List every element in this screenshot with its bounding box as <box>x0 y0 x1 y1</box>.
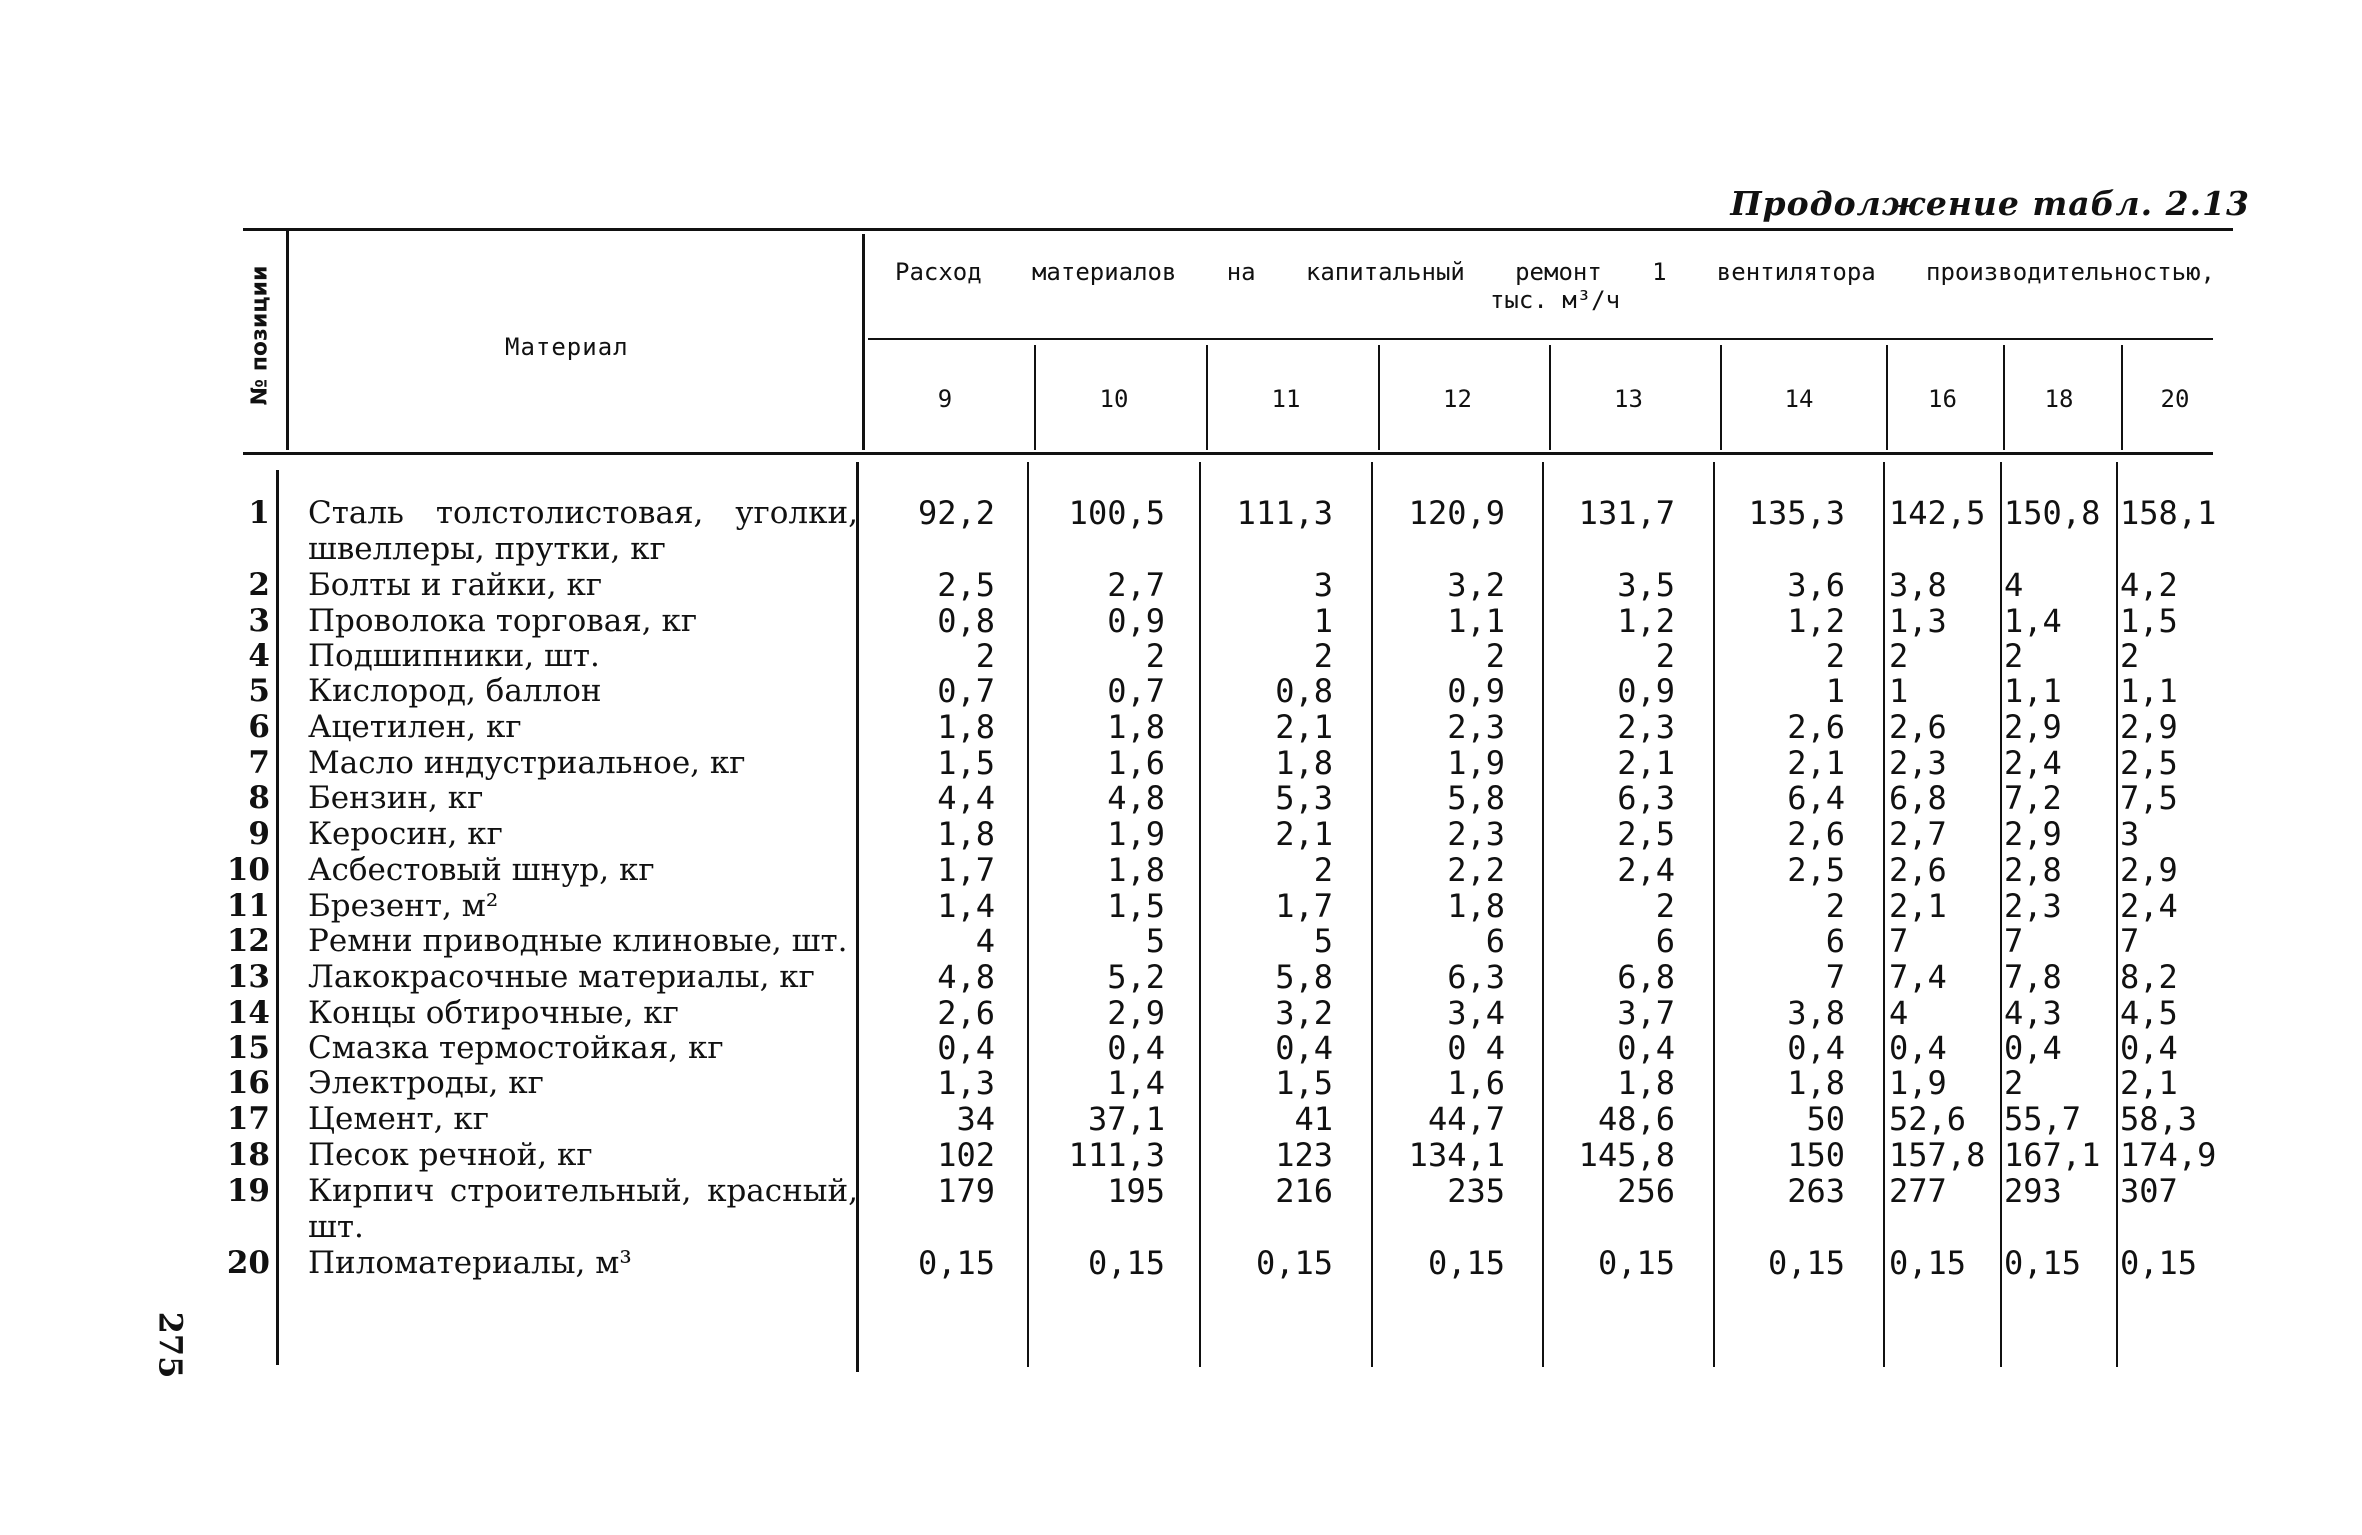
table-cell-value: 41 <box>1294 1100 1333 1138</box>
table-cell-value: 4 <box>975 922 995 960</box>
table-cell-value: 55,7 <box>2004 1100 2082 1138</box>
table-cell-value: 2,7 <box>1889 815 1947 853</box>
row-position-number: 12 <box>226 923 270 959</box>
table-cell-value: 6,8 <box>1889 779 1947 817</box>
row-material-name: Брезент, м² <box>308 888 499 924</box>
table-cell-value: 2 <box>1313 851 1333 889</box>
row-position-number: 14 <box>226 995 270 1031</box>
table-cell-value: 2,3 <box>1889 744 1947 782</box>
row-material-name: Кирпич строительный, красный, шт. <box>308 1173 858 1245</box>
table-cell-value: 2 <box>1655 887 1675 925</box>
row-position-number: 11 <box>226 888 270 924</box>
table-cell-value: 1,4 <box>1107 1064 1165 1102</box>
table-cell-value: 2,4 <box>2004 744 2062 782</box>
table-cell-value: 0,4 <box>2004 1029 2062 1067</box>
table-cell-value: 2,3 <box>1617 708 1675 746</box>
row-material-name: Бензин, кг <box>308 780 484 816</box>
table-cell-value: 0,9 <box>1447 672 1505 710</box>
table-cell-value: 0,15 <box>1427 1244 1505 1282</box>
row-material-name: Смазка термостойкая, кг <box>308 1030 724 1066</box>
row-position-number: 6 <box>248 709 270 745</box>
table-cell-value: 4 <box>1889 994 1909 1032</box>
page-number-text: 275 <box>151 1311 190 1379</box>
table-cell-value: 5,3 <box>1275 779 1333 817</box>
table-cell-value: 7,5 <box>2120 779 2178 817</box>
table-cell-value: 2 <box>1313 637 1333 675</box>
table-cell-value: 1,1 <box>2120 672 2178 710</box>
table-cell-value: 6 <box>1655 922 1675 960</box>
table-cell-value: 2,5 <box>2120 744 2178 782</box>
table-cell-value: 1,9 <box>1107 815 1165 853</box>
table-cell-value: 0,8 <box>1275 672 1333 710</box>
table-cell-value: 7 <box>2120 922 2140 960</box>
table-cell-value: 2 <box>2004 1064 2024 1102</box>
table-cell-value: 167,1 <box>2004 1136 2101 1174</box>
table-cell-value: 0,15 <box>1087 1244 1165 1282</box>
table-cell-value: 0,15 <box>1889 1244 1967 1282</box>
table-cell-value: 5 <box>1313 922 1333 960</box>
table-cell-value: 34 <box>956 1100 995 1138</box>
group-header-line2: тыс. м³/ч <box>1489 286 1621 314</box>
table-cell-value: 1,8 <box>937 815 995 853</box>
table-cell-value: 5,2 <box>1107 958 1165 996</box>
table-cell-value: 2,1 <box>1275 708 1333 746</box>
table-cell-value: 2,1 <box>2120 1064 2178 1102</box>
table-cell-value: 2,4 <box>1617 851 1675 889</box>
column-header-capacity: 11 <box>1271 385 1301 413</box>
table-cell-value: 3,7 <box>1617 994 1675 1032</box>
table-cell-value: 2 <box>975 637 995 675</box>
table-cell-value: 2,3 <box>1447 708 1505 746</box>
col-divider-body <box>2000 462 2002 1367</box>
row-position-number: 18 <box>226 1137 270 1173</box>
table-cell-value: 2,9 <box>2120 851 2178 889</box>
table-cell-value: 0,9 <box>1107 602 1165 640</box>
table-cell-value: 1,8 <box>937 708 995 746</box>
table-cell-value: 2,5 <box>1787 851 1845 889</box>
table-cell-value: 3,2 <box>1447 566 1505 604</box>
row-material-name: Подшипники, шт. <box>308 638 600 674</box>
table-cell-value: 2,1 <box>1617 744 1675 782</box>
table-cell-value: 0,7 <box>937 672 995 710</box>
table-cell-value: 37,1 <box>1087 1100 1165 1138</box>
table-cell-value: 2,3 <box>2004 887 2062 925</box>
table-cell-value: 2,1 <box>1275 815 1333 853</box>
table-cell-value: 1,7 <box>1275 887 1333 925</box>
row-position-number: 9 <box>248 816 270 852</box>
table-cell-value: 2 <box>1825 887 1845 925</box>
position-header-label: № позиции <box>247 265 273 405</box>
table-cell-value: 8,2 <box>2120 958 2178 996</box>
table-cell-value: 157,8 <box>1889 1136 1986 1174</box>
table-cell-value: 1,1 <box>1447 602 1505 640</box>
table-cell-value: 2,6 <box>937 994 995 1032</box>
table-cell-value: 1,6 <box>1447 1064 1505 1102</box>
row-position-number: 15 <box>226 1030 270 1066</box>
table-cell-value: 134,1 <box>1408 1136 1505 1174</box>
col-divider-body <box>1883 462 1885 1367</box>
table-cell-value: 1 <box>1889 672 1909 710</box>
table-cell-value: 2,4 <box>2120 887 2178 925</box>
table-cell-value: 102 <box>937 1136 995 1174</box>
column-header-capacity: 12 <box>1443 385 1472 413</box>
table-cell-value: 50 <box>1806 1100 1845 1138</box>
table-cell-value: 2,6 <box>1787 708 1845 746</box>
row-position-number: 17 <box>226 1101 270 1137</box>
header-divider-material <box>862 234 865 450</box>
table-cell-value: 2,9 <box>2004 815 2062 853</box>
table-cell-value: 0,9 <box>1617 672 1675 710</box>
table-cell-value: 1,9 <box>1889 1064 1947 1102</box>
column-header-capacity: 14 <box>1784 385 1814 413</box>
table-cell-value: 1,4 <box>2004 602 2062 640</box>
table-cell-value: 0,15 <box>1767 1244 1845 1282</box>
col-divider-body <box>1199 462 1201 1367</box>
table-cell-value: 0,15 <box>917 1244 995 1282</box>
table-cell-value: 2,5 <box>937 566 995 604</box>
position-header <box>225 230 295 440</box>
table-cell-value: 179 <box>937 1172 995 1210</box>
table-cell-value: 2 <box>2120 637 2140 675</box>
row-material-name: Проволока торговая, кг <box>308 603 698 639</box>
table-cell-value: 3,8 <box>1889 566 1947 604</box>
table-cell-value: 111,3 <box>1236 494 1333 532</box>
table-cell-value: 0,15 <box>1255 1244 1333 1282</box>
table-cell-value: 58,3 <box>2120 1100 2198 1138</box>
table-cell-value: 52,6 <box>1889 1100 1967 1138</box>
table-cell-value: 2 <box>1889 637 1909 675</box>
col-divider-body <box>1542 462 1544 1367</box>
row-position-number: 13 <box>226 959 270 995</box>
table-cell-value: 1,6 <box>1107 744 1165 782</box>
row-position-number: 20 <box>226 1245 270 1281</box>
table-cell-value: 2,9 <box>2120 708 2178 746</box>
table-cell-value: 2 <box>1655 637 1675 675</box>
table-cell-value: 2 <box>1485 637 1505 675</box>
table-cell-value: 1,4 <box>937 887 995 925</box>
col-divider-body <box>1713 462 1715 1367</box>
row-position-number: 5 <box>248 673 270 709</box>
table-cell-value: 1 <box>1313 602 1333 640</box>
table-cell-value: 1,9 <box>1447 744 1505 782</box>
column-header-capacity: 9 <box>937 385 953 413</box>
table-cell-value: 92,2 <box>917 494 995 532</box>
table-cell-value: 100,5 <box>1068 494 1165 532</box>
table-cell-value: 6,8 <box>1617 958 1675 996</box>
row-material-name: Пиломатериалы, м³ <box>308 1245 632 1281</box>
table-top-rule <box>243 228 2233 231</box>
row-position-number: 1 <box>248 495 270 531</box>
table-cell-value: 2,6 <box>1889 708 1947 746</box>
table-cell-value: 2 <box>1825 637 1845 675</box>
table-cell-value: 158,1 <box>2120 494 2217 532</box>
table-cell-value: 3,5 <box>1617 566 1675 604</box>
table-cell-value: 216 <box>1275 1172 1333 1210</box>
table-cell-value: 307 <box>2120 1172 2178 1210</box>
table-cell-value: 0,4 <box>1275 1029 1333 1067</box>
table-cell-value: 2,6 <box>1889 851 1947 889</box>
table-cell-value: 0,15 <box>2004 1244 2082 1282</box>
body-divider-position <box>276 470 279 1365</box>
table-cell-value: 7,4 <box>1889 958 1947 996</box>
row-position-number: 3 <box>248 603 270 639</box>
column-header-capacity: 10 <box>1099 385 1129 413</box>
page-number <box>150 1311 190 1379</box>
table-cell-value: 0,4 <box>1107 1029 1165 1067</box>
table-caption: Продолжение табл. 2.13 <box>1730 184 2250 223</box>
row-material-name: Масло индустриальное, кг <box>308 745 746 781</box>
table-cell-value: 4 <box>2004 566 2024 604</box>
table-cell-value: 0,4 <box>937 1029 995 1067</box>
table-cell-value: 1,5 <box>1107 887 1165 925</box>
table-cell-value: 3,2 <box>1275 994 1333 1032</box>
table-cell-value: 0,4 <box>1617 1029 1675 1067</box>
column-header-capacity: 16 <box>1928 385 1957 413</box>
table-cell-value: 0,7 <box>1107 672 1165 710</box>
table-cell-value: 277 <box>1889 1172 1947 1210</box>
table-cell-value: 123 <box>1275 1136 1333 1174</box>
table-cell-value: 2,1 <box>1787 744 1845 782</box>
table-cell-value: 7,2 <box>2004 779 2062 817</box>
row-position-number: 8 <box>248 780 270 816</box>
row-material-name: Сталь толстолистовая, уголки, швеллеры, прутки, кг <box>308 495 858 567</box>
col-divider-body <box>1371 462 1373 1367</box>
table-cell-value: 3,8 <box>1787 994 1845 1032</box>
table-cell-value: 111,3 <box>1068 1136 1165 1174</box>
table-cell-value: 2,6 <box>1787 815 1845 853</box>
table-cell-value: 6 <box>1825 922 1845 960</box>
table-cell-value: 235 <box>1447 1172 1505 1210</box>
table-cell-value: 6,4 <box>1787 779 1845 817</box>
table-cell-value: 2 <box>2004 637 2024 675</box>
table-cell-value: 6,3 <box>1617 779 1675 817</box>
table-cell-value: 44,7 <box>1427 1100 1505 1138</box>
table-cell-value: 7 <box>1889 922 1909 960</box>
table-cell-value: 1,2 <box>1617 602 1675 640</box>
table-cell-value: 1,7 <box>937 851 995 889</box>
row-material-name: Болты и гайки, кг <box>308 567 603 603</box>
row-position-number: 4 <box>248 638 270 674</box>
table-cell-value: 2,2 <box>1447 851 1505 889</box>
table-cell-value: 2,3 <box>1447 815 1505 853</box>
row-material-name: Лакокрасочные материалы, кг <box>308 959 815 995</box>
table-cell-value: 145,8 <box>1578 1136 1675 1174</box>
table-cell-value: 2,1 <box>1889 887 1947 925</box>
row-material-name: Концы обтирочные, кг <box>308 995 679 1031</box>
consumption-group-header <box>895 258 2215 314</box>
table-cell-value: 0,8 <box>937 602 995 640</box>
table-cell-value: 6 <box>1485 922 1505 960</box>
column-header-capacity: 18 <box>2044 385 2074 413</box>
table-cell-value: 1,5 <box>2120 602 2178 640</box>
table-cell-value: 131,7 <box>1578 494 1675 532</box>
table-cell-value: 135,3 <box>1748 494 1845 532</box>
table-cell-value: 3,6 <box>1787 566 1845 604</box>
table-cell-value: 1,8 <box>1275 744 1333 782</box>
table-cell-value: 0 4 <box>1447 1029 1505 1067</box>
table-cell-value: 2 <box>1145 637 1165 675</box>
col-divider-body <box>1027 462 1029 1367</box>
row-material-name: Электроды, кг <box>308 1065 544 1101</box>
table-cell-value: 2,5 <box>1617 815 1675 853</box>
table-cell-value: 0,15 <box>1597 1244 1675 1282</box>
column-header-capacity: 13 <box>1614 385 1643 413</box>
table-cell-value: 1,8 <box>1617 1064 1675 1102</box>
table-cell-value: 1,8 <box>1787 1064 1845 1102</box>
table-cell-value: 0,15 <box>2120 1244 2198 1282</box>
table-cell-value: 1,5 <box>1275 1064 1333 1102</box>
table-cell-value: 150 <box>1787 1136 1845 1174</box>
table-cell-value: 150,8 <box>2004 494 2101 532</box>
row-position-number: 2 <box>248 567 270 603</box>
table-cell-value: 195 <box>1107 1172 1165 1210</box>
table-cell-value: 4,2 <box>2120 566 2178 604</box>
row-material-name: Ацетилен, кг <box>308 709 522 745</box>
row-position-number: 16 <box>226 1065 270 1101</box>
row-material-name: Кислород, баллон <box>308 673 602 709</box>
col-divider-body <box>2116 462 2118 1367</box>
table-cell-value: 7 <box>2004 922 2024 960</box>
table-cell-value: 4,8 <box>1107 779 1165 817</box>
table-cell-value: 263 <box>1787 1172 1845 1210</box>
table-cell-value: 1,8 <box>1107 708 1165 746</box>
table-cell-value: 1,2 <box>1787 602 1845 640</box>
table-cell-value: 7,8 <box>2004 958 2062 996</box>
table-cell-value: 5,8 <box>1275 958 1333 996</box>
table-cell-value: 4,5 <box>2120 994 2178 1032</box>
table-cell-value: 0,4 <box>1889 1029 1947 1067</box>
table-cell-value: 2,8 <box>2004 851 2062 889</box>
group-header-line1: Расход материалов на капитальный ремонт 1 вентилятора производительностью, <box>895 258 2215 286</box>
table-cell-value: 5,8 <box>1447 779 1505 817</box>
table-cell-value: 120,9 <box>1408 494 1505 532</box>
table-cell-value: 6,3 <box>1447 958 1505 996</box>
table-cell-value: 293 <box>2004 1172 2062 1210</box>
table-cell-value: 3 <box>1313 566 1333 604</box>
group-header-rule <box>868 338 2213 340</box>
table-cell-value: 7 <box>1825 958 1845 996</box>
row-material-name: Песок речной, кг <box>308 1137 593 1173</box>
row-material-name: Асбестовый шнур, кг <box>308 852 655 888</box>
table-cell-value: 4,3 <box>2004 994 2062 1032</box>
table-cell-value: 0,4 <box>1787 1029 1845 1067</box>
table-cell-value: 1 <box>1825 672 1845 710</box>
table-cell-value: 1,3 <box>937 1064 995 1102</box>
row-material-name: Ремни приводные клиновые, шт. <box>308 923 848 959</box>
row-position-number: 19 <box>226 1173 270 1209</box>
table-cell-value: 3,4 <box>1447 994 1505 1032</box>
row-position-number: 7 <box>248 745 270 781</box>
table-cell-value: 2,7 <box>1107 566 1165 604</box>
table-cell-value: 4,8 <box>937 958 995 996</box>
row-position-number: 10 <box>226 852 270 888</box>
table-cell-value: 3 <box>2120 815 2140 853</box>
table-cell-value: 2,9 <box>1107 994 1165 1032</box>
table-cell-value: 142,5 <box>1889 494 1986 532</box>
header-bottom-rule <box>243 452 2213 455</box>
table-cell-value: 1,8 <box>1447 887 1505 925</box>
table-cell-value: 1,8 <box>1107 851 1165 889</box>
table-cell-value: 1,5 <box>937 744 995 782</box>
column-header-capacity: 20 <box>2160 385 2190 413</box>
material-header: Материал <box>505 333 629 361</box>
row-material-name: Цемент, кг <box>308 1101 489 1137</box>
row-material-name: Керосин, кг <box>308 816 503 852</box>
table-cell-value: 5 <box>1145 922 1165 960</box>
table-cell-value: 2,9 <box>2004 708 2062 746</box>
table-cell-value: 1,1 <box>2004 672 2062 710</box>
table-cell-value: 174,9 <box>2120 1136 2217 1174</box>
table-cell-value: 4,4 <box>937 779 995 817</box>
table-cell-value: 0,4 <box>2120 1029 2178 1067</box>
table-cell-value: 1,3 <box>1889 602 1947 640</box>
table-cell-value: 256 <box>1617 1172 1675 1210</box>
table-cell-value: 48,6 <box>1597 1100 1675 1138</box>
